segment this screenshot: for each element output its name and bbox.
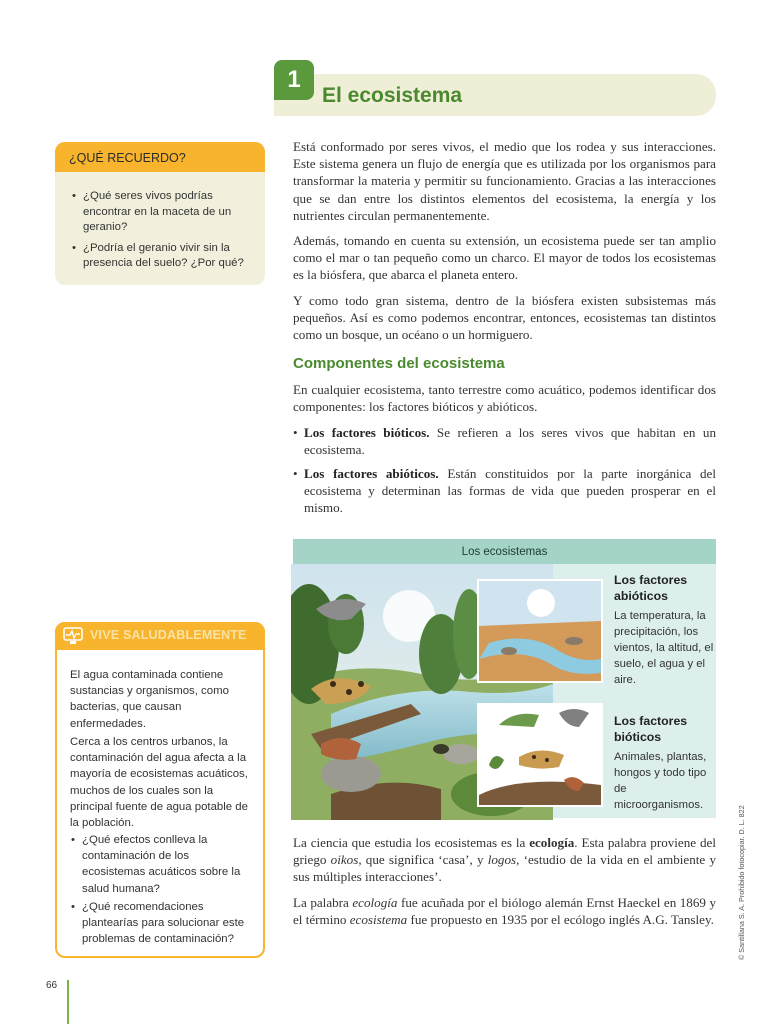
text-run: . Esta palabra proviene del griego (293, 835, 716, 868)
page-number: 66 (46, 980, 58, 991)
vive-paragraph-1: El agua contaminada contiene sustancias y organismos, como bacterias, que causan enfermedades. (70, 669, 229, 730)
figure-title: Los ecosistemas (293, 539, 716, 564)
paragraph-2: Además, tomando en cuenta su extensión, un ecosistema puede ser tan amplio como el mar o tan pequeño como un charco. El mayor de todos los ecosistemas es la biósfera, que abarca el planeta entero. (293, 233, 716, 283)
que-recuerdo-title: ¿QUÉ RECUERDO? (55, 142, 265, 172)
text-run: fue acuñada por el biólogo alemán Ernst Haeckel en 1869 y el término (293, 895, 716, 928)
biotic-illustration (477, 703, 603, 807)
vive-paragraph-2: Cerca a los centros urbanos, la contaminación del agua afecta a la mayoría de ecosistemas acuáticos, muchos de los cuales son la principal fuente de agua potable de la población. (70, 736, 248, 830)
term-ecosistema: ecosistema (349, 912, 408, 928)
section-intro: En cualquier ecosistema, tanto terrestre como acuático, podemos identificar dos componentes: los factores bióticos y abióticos. (293, 382, 716, 415)
closing-paragraph-1 (293, 834, 716, 886)
vive-saludablemente-title: VIVE SALUDABLEMENTE (90, 628, 247, 642)
term-logos: logos (487, 852, 517, 868)
text-run: , ‘estudio de la vida en el ambiente y sus múltiples interacciones’. (293, 852, 716, 885)
page-rule (67, 980, 69, 1024)
bullet-term: Los factores abióticos. (304, 466, 439, 481)
list-item: • ¿Qué seres vivos podrías encontrar en la maceta de un geranio? (71, 189, 251, 236)
abiotic-illustration (477, 579, 603, 683)
abiotic-text: La temperatura, la precipitación, los vientos, la altitud, el suelo, el agua y el aire. (614, 610, 714, 686)
term-ecologia-italic: ecología (352, 895, 398, 910)
list-item: • ¿Qué efectos conlleva la contaminación de los ecosistemas acuáticos sobre la salud humana? (70, 832, 252, 897)
page-title: El ecosistema (322, 84, 463, 107)
bullet-term: Los factores bióticos. (304, 425, 430, 440)
closing-paragraph-2 (293, 894, 716, 928)
biotic-heading: Los factores bióticos (614, 714, 688, 744)
bullet-biotic: • Los factores bióticos. Se refieren a los seres vivos que habitan en un ecosistema. (293, 425, 716, 458)
term-oikos: oikos (330, 852, 359, 868)
abiotic-heading: Los factores abióticos (614, 573, 688, 603)
text-run: , que significa ‘casa’, y (358, 852, 488, 868)
term-ecologia: ecología (529, 835, 575, 850)
paragraph-3: Y como todo gran sistema, dentro de la biósfera existen subsistemas más pequeños. Así es como podemos encontrar, entonces, ecosistemas tan distintos como un bosque, un océano o un hormiguero. (293, 293, 716, 343)
text-run: fue propuesto en 1935 por el ecólogo inglés A.G. Tansley. (407, 912, 714, 928)
paragraph-1: Está conformado por seres vivos, el medio que los rodea y sus interacciones. Este sistema genera un flujo de energía que es utilizada por los organismos para transformar la materia y permitir su funcionamiento. Gracias a las interacciones que se dan entre los distintos elementos del ecosistema, la energía y los nutrientes circulan permanentemente. (293, 139, 716, 223)
biotic-text: Animales, plantas, hongos y todo tipo de microorganismos. (614, 751, 707, 811)
text-run: La palabra (293, 895, 353, 910)
section-number: 1 (274, 60, 314, 100)
list-item: • ¿Podría el geranio vivir sin la presencia del suelo? ¿Por qué? (71, 241, 251, 272)
text-run: La ciencia que estudia los ecosistemas es la (293, 835, 530, 850)
bullet-text: Están constituidos por la parte inorgánica del ecosistema y determinan las formas de vida que pueden prosperar en el mismo. (304, 466, 716, 516)
heart-monitor-icon (63, 627, 83, 645)
que-recuerdo-list (71, 189, 251, 277)
section-heading: Componentes del ecosistema (293, 355, 505, 372)
list-item: • ¿Qué recomendaciones plantearías para solucionar este problemas de contaminación? (70, 899, 252, 948)
bullet-abiotic: • Los factores abióticos. Están constituidos por la parte inorgánica del ecosistema y determinan las formas de vida que pueden prosperar en el mismo. (293, 466, 716, 516)
vive-list (70, 832, 252, 952)
copyright-notice: © Santillana S. A. Prohibido fotocopiar. D. L. 822 (737, 805, 746, 960)
bullet-text: Se refieren a los seres vivos que habitan en un ecosistema. (304, 425, 716, 458)
